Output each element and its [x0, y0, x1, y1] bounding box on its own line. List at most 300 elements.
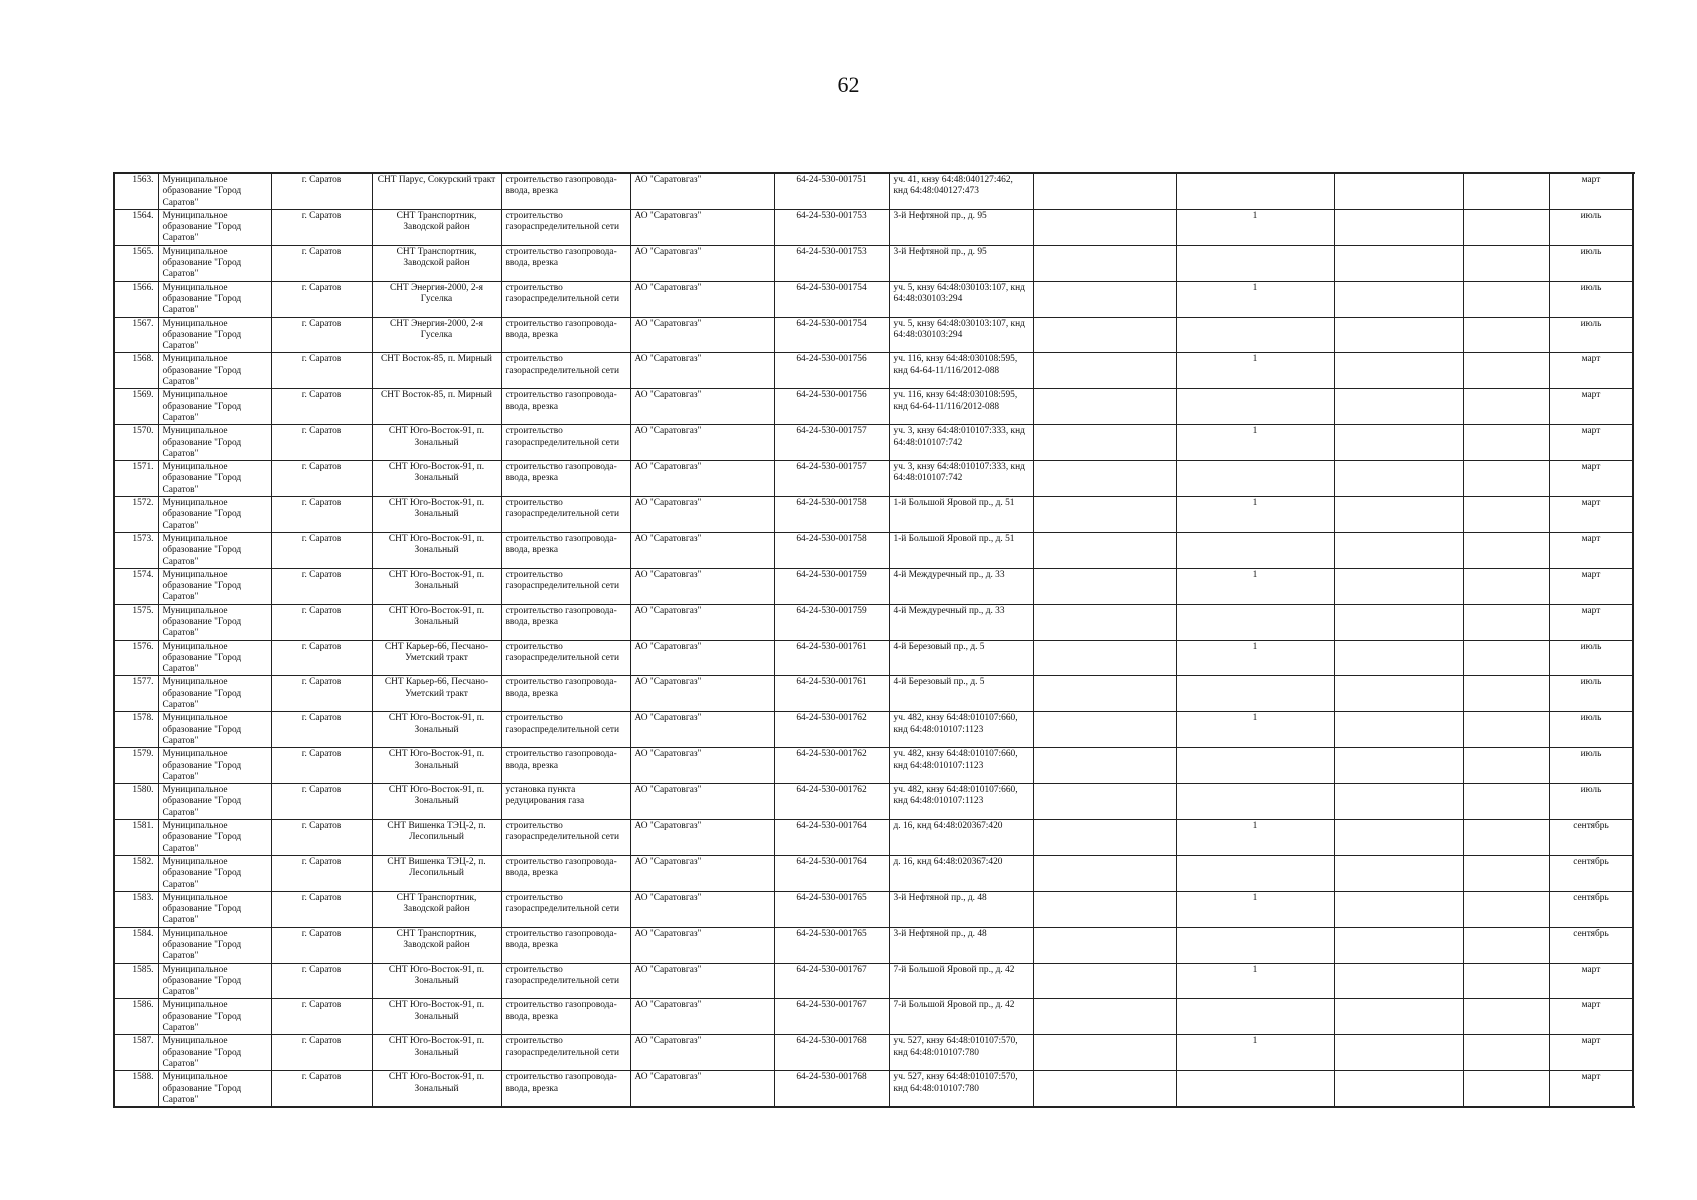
count-cell [1176, 173, 1334, 209]
municipality-cell: Муниципальное образование "Город Саратов" [158, 1071, 271, 1107]
row-number-cell: 1574. [114, 568, 158, 604]
empty-cell [1033, 281, 1176, 317]
row-number-cell: 1567. [114, 317, 158, 353]
table-row [114, 891, 1633, 927]
month-cell: сентябрь [1549, 820, 1633, 856]
work-type-cell: строительство газопровода-ввода, врезка [501, 245, 630, 281]
count-cell [1176, 461, 1334, 497]
empty-cell [1463, 748, 1549, 784]
object-code-cell: 64-24-530-001764 [774, 820, 889, 856]
table-row [114, 604, 1633, 640]
empty-cell [1033, 461, 1176, 497]
city-cell: г. Саратов [271, 604, 372, 640]
address-cell: уч. 482, кнзу 64:48:010107:660, кнд 64:48:010107:1123 [889, 712, 1033, 748]
work-type-cell: строительство газораспределительной сети [501, 568, 630, 604]
object-code-cell: 64-24-530-001759 [774, 568, 889, 604]
table-row [114, 1071, 1633, 1107]
row-number-cell: 1573. [114, 532, 158, 568]
row-number-cell: 1584. [114, 927, 158, 963]
row-number-cell: 1564. [114, 209, 158, 245]
city-cell: г. Саратов [271, 353, 372, 389]
count-cell: 1 [1176, 712, 1334, 748]
address-cell: уч. 5, кнзу 64:48:030103:107, кнд 64:48:030103:294 [889, 317, 1033, 353]
count-cell: 1 [1176, 353, 1334, 389]
municipality-cell: Муниципальное образование "Город Саратов" [158, 999, 271, 1035]
object-code-cell: 64-24-530-001764 [774, 855, 889, 891]
city-cell: г. Саратов [271, 1071, 372, 1107]
empty-cell [1033, 317, 1176, 353]
address-cell: уч. 527, кнзу 64:48:010107:570, кнд 64:48:010107:780 [889, 1035, 1033, 1071]
empty-cell [1334, 963, 1463, 999]
empty-cell [1334, 497, 1463, 533]
month-cell: сентябрь [1549, 891, 1633, 927]
empty-cell [1334, 820, 1463, 856]
empty-cell [1033, 425, 1176, 461]
snt-cell: СНТ Юго-Восток-91, п. Зональный [372, 712, 501, 748]
snt-cell: СНТ Юго-Восток-91, п. Зональный [372, 568, 501, 604]
object-code-cell: 64-24-530-001756 [774, 353, 889, 389]
municipality-cell: Муниципальное образование "Город Саратов" [158, 245, 271, 281]
municipality-cell: Муниципальное образование "Город Саратов" [158, 532, 271, 568]
month-cell: июль [1549, 748, 1633, 784]
empty-cell [1033, 712, 1176, 748]
empty-cell [1334, 461, 1463, 497]
snt-cell: СНТ Карьер-66, Песчано-Уметский тракт [372, 640, 501, 676]
snt-cell: СНТ Восток-85, п. Мирный [372, 389, 501, 425]
object-code-cell: 64-24-530-001767 [774, 999, 889, 1035]
municipality-cell: Муниципальное образование "Город Саратов" [158, 820, 271, 856]
work-type-cell: строительство газораспределительной сети [501, 209, 630, 245]
city-cell: г. Саратов [271, 784, 372, 820]
row-number-cell: 1588. [114, 1071, 158, 1107]
work-type-cell: строительство газопровода-ввода, врезка [501, 604, 630, 640]
count-cell: 1 [1176, 281, 1334, 317]
row-number-cell: 1569. [114, 389, 158, 425]
city-cell: г. Саратов [271, 1035, 372, 1071]
municipality-cell: Муниципальное образование "Город Саратов" [158, 855, 271, 891]
row-number-cell: 1580. [114, 784, 158, 820]
month-cell: март [1549, 389, 1633, 425]
month-cell: июль [1549, 317, 1633, 353]
organization-cell: АО "Саратовгаз" [630, 461, 774, 497]
organization-cell: АО "Саратовгаз" [630, 927, 774, 963]
address-cell: 7-й Большой Яровой пр., д. 42 [889, 999, 1033, 1035]
municipality-cell: Муниципальное образование "Город Саратов" [158, 891, 271, 927]
municipality-cell: Муниципальное образование "Город Саратов" [158, 497, 271, 533]
row-number-cell: 1587. [114, 1035, 158, 1071]
organization-cell: АО "Саратовгаз" [630, 568, 774, 604]
municipality-cell: Муниципальное образование "Город Саратов" [158, 784, 271, 820]
table-row [114, 820, 1633, 856]
organization-cell: АО "Саратовгаз" [630, 1035, 774, 1071]
empty-cell [1334, 999, 1463, 1035]
municipality-cell: Муниципальное образование "Город Саратов" [158, 461, 271, 497]
count-cell [1176, 676, 1334, 712]
empty-cell [1463, 245, 1549, 281]
empty-cell [1033, 353, 1176, 389]
snt-cell: СНТ Парус, Сокурский тракт [372, 173, 501, 209]
snt-cell: СНТ Транспортник, Заводской район [372, 209, 501, 245]
empty-cell [1334, 1035, 1463, 1071]
empty-cell [1334, 425, 1463, 461]
empty-cell [1334, 532, 1463, 568]
address-cell: 4-й Междуречный пр., д. 33 [889, 604, 1033, 640]
object-code-cell: 64-24-530-001753 [774, 245, 889, 281]
municipality-cell: Муниципальное образование "Город Саратов" [158, 568, 271, 604]
organization-cell: АО "Саратовгаз" [630, 532, 774, 568]
empty-cell [1033, 820, 1176, 856]
empty-cell [1463, 1071, 1549, 1107]
table-row [114, 855, 1633, 891]
address-cell: 3-й Нефтяной пр., д. 48 [889, 927, 1033, 963]
address-cell: 3-й Нефтяной пр., д. 95 [889, 245, 1033, 281]
count-cell: 1 [1176, 820, 1334, 856]
address-cell: 7-й Большой Яровой пр., д. 42 [889, 963, 1033, 999]
organization-cell: АО "Саратовгаз" [630, 604, 774, 640]
empty-cell [1463, 676, 1549, 712]
snt-cell: СНТ Юго-Восток-91, п. Зональный [372, 1035, 501, 1071]
object-code-cell: 64-24-530-001762 [774, 748, 889, 784]
row-number-cell: 1576. [114, 640, 158, 676]
empty-cell [1334, 568, 1463, 604]
municipality-cell: Муниципальное образование "Город Саратов" [158, 173, 271, 209]
snt-cell: СНТ Юго-Восток-91, п. Зональный [372, 784, 501, 820]
address-cell: уч. 527, кнзу 64:48:010107:570, кнд 64:48:010107:780 [889, 1071, 1033, 1107]
table-row [114, 389, 1633, 425]
row-number-cell: 1575. [114, 604, 158, 640]
municipality-cell: Муниципальное образование "Город Саратов" [158, 353, 271, 389]
work-type-cell: строительство газораспределительной сети [501, 891, 630, 927]
table-row [114, 532, 1633, 568]
empty-cell [1033, 748, 1176, 784]
month-cell: март [1549, 999, 1633, 1035]
organization-cell: АО "Саратовгаз" [630, 209, 774, 245]
month-cell: июль [1549, 281, 1633, 317]
table-row [114, 497, 1633, 533]
count-cell: 1 [1176, 963, 1334, 999]
object-code-cell: 64-24-530-001753 [774, 209, 889, 245]
count-cell: 1 [1176, 891, 1334, 927]
address-cell: уч. 482, кнзу 64:48:010107:660, кнд 64:48:010107:1123 [889, 748, 1033, 784]
organization-cell: АО "Саратовгаз" [630, 389, 774, 425]
table-row [114, 353, 1633, 389]
count-cell: 1 [1176, 497, 1334, 533]
empty-cell [1033, 999, 1176, 1035]
object-code-cell: 64-24-530-001767 [774, 963, 889, 999]
address-cell: уч. 116, кнзу 64:48:030108:595, кнд 64-64-11/116/2012-088 [889, 389, 1033, 425]
empty-cell [1033, 209, 1176, 245]
organization-cell: АО "Саратовгаз" [630, 820, 774, 856]
city-cell: г. Саратов [271, 748, 372, 784]
work-type-cell: строительство газопровода-ввода, врезка [501, 927, 630, 963]
empty-cell [1334, 712, 1463, 748]
empty-cell [1334, 281, 1463, 317]
row-number-cell: 1565. [114, 245, 158, 281]
organization-cell: АО "Саратовгаз" [630, 855, 774, 891]
organization-cell: АО "Саратовгаз" [630, 245, 774, 281]
object-code-cell: 64-24-530-001765 [774, 891, 889, 927]
city-cell: г. Саратов [271, 568, 372, 604]
snt-cell: СНТ Энергия-2000, 2-я Гуселка [372, 317, 501, 353]
month-cell: март [1549, 353, 1633, 389]
snt-cell: СНТ Юго-Восток-91, п. Зональный [372, 425, 501, 461]
empty-cell [1463, 784, 1549, 820]
empty-cell [1463, 353, 1549, 389]
table-row [114, 963, 1633, 999]
empty-cell [1033, 245, 1176, 281]
empty-cell [1334, 353, 1463, 389]
empty-cell [1033, 640, 1176, 676]
snt-cell: СНТ Восток-85, п. Мирный [372, 353, 501, 389]
table-row [114, 640, 1633, 676]
row-number-cell: 1582. [114, 855, 158, 891]
empty-cell [1463, 568, 1549, 604]
gasification-registry-table [113, 172, 1634, 1108]
table-row [114, 281, 1633, 317]
city-cell: г. Саратов [271, 855, 372, 891]
organization-cell: АО "Саратовгаз" [630, 640, 774, 676]
object-code-cell: 64-24-530-001761 [774, 640, 889, 676]
municipality-cell: Муниципальное образование "Город Саратов" [158, 712, 271, 748]
snt-cell: СНТ Транспортник, Заводской район [372, 927, 501, 963]
empty-cell [1463, 209, 1549, 245]
empty-cell [1463, 712, 1549, 748]
row-number-cell: 1570. [114, 425, 158, 461]
month-cell: март [1549, 461, 1633, 497]
empty-cell [1334, 209, 1463, 245]
empty-cell [1033, 855, 1176, 891]
work-type-cell: строительство газопровода-ввода, врезка [501, 1071, 630, 1107]
page-number: 62 [837, 72, 860, 97]
work-type-cell: строительство газораспределительной сети [501, 712, 630, 748]
empty-cell [1463, 532, 1549, 568]
empty-cell [1334, 604, 1463, 640]
address-cell: уч. 482, кнзу 64:48:010107:660, кнд 64:48:010107:1123 [889, 784, 1033, 820]
empty-cell [1334, 891, 1463, 927]
object-code-cell: 64-24-530-001754 [774, 281, 889, 317]
empty-cell [1463, 461, 1549, 497]
row-number-cell: 1577. [114, 676, 158, 712]
empty-cell [1463, 891, 1549, 927]
work-type-cell: строительство газораспределительной сети [501, 1035, 630, 1071]
empty-cell [1463, 855, 1549, 891]
empty-cell [1463, 963, 1549, 999]
month-cell: июль [1549, 209, 1633, 245]
address-cell: уч. 3, кнзу 64:48:010107:333, кнд 64:48:010107:742 [889, 461, 1033, 497]
empty-cell [1033, 676, 1176, 712]
month-cell: март [1549, 604, 1633, 640]
address-cell: уч. 41, кнзу 64:48:040127:462, кнд 64:48:040127:473 [889, 173, 1033, 209]
snt-cell: СНТ Карьер-66, Песчано-Уметский тракт [372, 676, 501, 712]
organization-cell: АО "Саратовгаз" [630, 353, 774, 389]
organization-cell: АО "Саратовгаз" [630, 712, 774, 748]
city-cell: г. Саратов [271, 532, 372, 568]
municipality-cell: Муниципальное образование "Город Саратов" [158, 1035, 271, 1071]
empty-cell [1463, 820, 1549, 856]
snt-cell: СНТ Транспортник, Заводской район [372, 245, 501, 281]
empty-cell [1334, 784, 1463, 820]
empty-cell [1334, 317, 1463, 353]
object-code-cell: 64-24-530-001757 [774, 425, 889, 461]
object-code-cell: 64-24-530-001765 [774, 927, 889, 963]
municipality-cell: Муниципальное образование "Город Саратов" [158, 640, 271, 676]
work-type-cell: строительство газопровода-ввода, врезка [501, 317, 630, 353]
count-cell: 1 [1176, 1035, 1334, 1071]
snt-cell: СНТ Юго-Восток-91, п. Зональный [372, 604, 501, 640]
object-code-cell: 64-24-530-001759 [774, 604, 889, 640]
organization-cell: АО "Саратовгаз" [630, 1071, 774, 1107]
row-number-cell: 1563. [114, 173, 158, 209]
empty-cell [1033, 604, 1176, 640]
organization-cell: АО "Саратовгаз" [630, 281, 774, 317]
month-cell: март [1549, 568, 1633, 604]
snt-cell: СНТ Юго-Восток-91, п. Зональный [372, 1071, 501, 1107]
row-number-cell: 1585. [114, 963, 158, 999]
address-cell: уч. 5, кнзу 64:48:030103:107, кнд 64:48:030103:294 [889, 281, 1033, 317]
empty-cell [1463, 999, 1549, 1035]
address-cell: 3-й Нефтяной пр., д. 48 [889, 891, 1033, 927]
organization-cell: АО "Саратовгаз" [630, 963, 774, 999]
city-cell: г. Саратов [271, 281, 372, 317]
empty-cell [1463, 497, 1549, 533]
object-code-cell: 64-24-530-001758 [774, 532, 889, 568]
month-cell: март [1549, 425, 1633, 461]
city-cell: г. Саратов [271, 891, 372, 927]
snt-cell: СНТ Юго-Восток-91, п. Зональный [372, 748, 501, 784]
work-type-cell: строительство газопровода-ввода, врезка [501, 461, 630, 497]
address-cell: 4-й Междуречный пр., д. 33 [889, 568, 1033, 604]
empty-cell [1334, 173, 1463, 209]
city-cell: г. Саратов [271, 389, 372, 425]
row-number-cell: 1572. [114, 497, 158, 533]
city-cell: г. Саратов [271, 820, 372, 856]
table-row [114, 425, 1633, 461]
count-cell [1176, 604, 1334, 640]
snt-cell: СНТ Энергия-2000, 2-я Гуселка [372, 281, 501, 317]
count-cell [1176, 748, 1334, 784]
empty-cell [1033, 784, 1176, 820]
count-cell [1176, 245, 1334, 281]
city-cell: г. Саратов [271, 209, 372, 245]
month-cell: март [1549, 497, 1633, 533]
object-code-cell: 64-24-530-001756 [774, 389, 889, 425]
empty-cell [1463, 425, 1549, 461]
city-cell: г. Саратов [271, 461, 372, 497]
empty-cell [1463, 317, 1549, 353]
month-cell: июль [1549, 784, 1633, 820]
snt-cell: СНТ Юго-Восток-91, п. Зональный [372, 963, 501, 999]
work-type-cell: установка пункта редуцирования газа [501, 784, 630, 820]
count-cell [1176, 999, 1334, 1035]
month-cell: март [1549, 1035, 1633, 1071]
table-body [114, 173, 1633, 1107]
empty-cell [1334, 1071, 1463, 1107]
month-cell: июль [1549, 640, 1633, 676]
organization-cell: АО "Саратовгаз" [630, 784, 774, 820]
address-cell: д. 16, кнд 64:48:020367:420 [889, 820, 1033, 856]
work-type-cell: строительство газопровода-ввода, врезка [501, 173, 630, 209]
table-row [114, 784, 1633, 820]
count-cell: 1 [1176, 425, 1334, 461]
count-cell [1176, 317, 1334, 353]
organization-cell: АО "Саратовгаз" [630, 317, 774, 353]
work-type-cell: строительство газопровода-ввода, врезка [501, 532, 630, 568]
table-row [114, 173, 1633, 209]
count-cell [1176, 927, 1334, 963]
empty-cell [1463, 604, 1549, 640]
empty-cell [1463, 927, 1549, 963]
work-type-cell: строительство газопровода-ввода, врезка [501, 999, 630, 1035]
work-type-cell: строительство газораспределительной сети [501, 820, 630, 856]
month-cell: март [1549, 1071, 1633, 1107]
city-cell: г. Саратов [271, 245, 372, 281]
row-number-cell: 1571. [114, 461, 158, 497]
row-number-cell: 1578. [114, 712, 158, 748]
month-cell: сентябрь [1549, 927, 1633, 963]
empty-cell [1463, 640, 1549, 676]
organization-cell: АО "Саратовгаз" [630, 999, 774, 1035]
work-type-cell: строительство газораспределительной сети [501, 425, 630, 461]
empty-cell [1033, 1035, 1176, 1071]
table-row [114, 245, 1633, 281]
work-type-cell: строительство газораспределительной сети [501, 963, 630, 999]
row-number-cell: 1568. [114, 353, 158, 389]
row-number-cell: 1586. [114, 999, 158, 1035]
snt-cell: СНТ Юго-Восток-91, п. Зональный [372, 461, 501, 497]
snt-cell: СНТ Вишенка ТЭЦ-2, п. Лесопильный [372, 820, 501, 856]
work-type-cell: строительство газопровода-ввода, врезка [501, 389, 630, 425]
address-cell: 1-й Большой Яровой пр., д. 51 [889, 497, 1033, 533]
address-cell: 1-й Большой Яровой пр., д. 51 [889, 532, 1033, 568]
object-code-cell: 64-24-530-001757 [774, 461, 889, 497]
address-cell: 3-й Нефтяной пр., д. 95 [889, 209, 1033, 245]
municipality-cell: Муниципальное образование "Город Саратов" [158, 281, 271, 317]
empty-cell [1463, 281, 1549, 317]
table-row [114, 712, 1633, 748]
address-cell: 4-й Березовый пр., д. 5 [889, 676, 1033, 712]
count-cell: 1 [1176, 209, 1334, 245]
municipality-cell: Муниципальное образование "Город Саратов" [158, 927, 271, 963]
count-cell [1176, 532, 1334, 568]
empty-cell [1463, 173, 1549, 209]
municipality-cell: Муниципальное образование "Город Саратов" [158, 209, 271, 245]
empty-cell [1334, 855, 1463, 891]
count-cell: 1 [1176, 568, 1334, 604]
empty-cell [1033, 891, 1176, 927]
work-type-cell: строительство газораспределительной сети [501, 281, 630, 317]
empty-cell [1334, 748, 1463, 784]
organization-cell: АО "Саратовгаз" [630, 748, 774, 784]
work-type-cell: строительство газопровода-ввода, врезка [501, 676, 630, 712]
municipality-cell: Муниципальное образование "Город Саратов" [158, 748, 271, 784]
municipality-cell: Муниципальное образование "Город Саратов" [158, 963, 271, 999]
municipality-cell: Муниципальное образование "Город Саратов" [158, 425, 271, 461]
municipality-cell: Муниципальное образование "Город Саратов" [158, 389, 271, 425]
municipality-cell: Муниципальное образование "Город Саратов" [158, 676, 271, 712]
month-cell: сентябрь [1549, 855, 1633, 891]
city-cell: г. Саратов [271, 425, 372, 461]
row-number-cell: 1566. [114, 281, 158, 317]
table-row [114, 317, 1633, 353]
count-cell [1176, 1071, 1334, 1107]
empty-cell [1334, 245, 1463, 281]
count-cell [1176, 855, 1334, 891]
table-row [114, 748, 1633, 784]
object-code-cell: 64-24-530-001768 [774, 1035, 889, 1071]
address-cell: д. 16, кнд 64:48:020367:420 [889, 855, 1033, 891]
table-row [114, 999, 1633, 1035]
city-cell: г. Саратов [271, 963, 372, 999]
